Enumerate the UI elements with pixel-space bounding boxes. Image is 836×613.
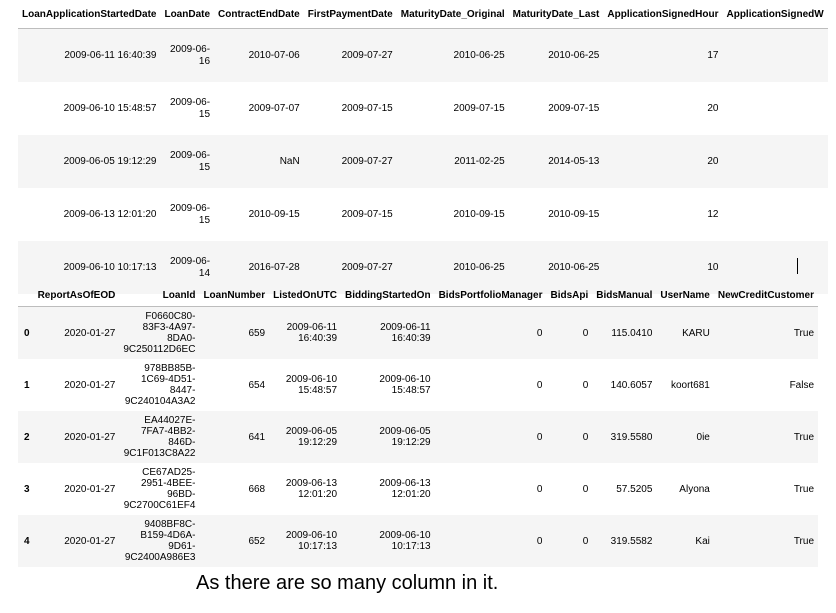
- table-cell: 9408BF8C-B159-4D6A-9D61-9C2400A986E3: [119, 515, 199, 567]
- table-cell: 654: [248, 379, 266, 391]
- column-header: MaturityDate_Original: [397, 0, 509, 29]
- table-cell: 2009-06-14: [160, 241, 214, 294]
- table-cell: 319.5580: [592, 411, 656, 463]
- text-cursor: [797, 258, 798, 274]
- table-cell: 319.5582: [592, 515, 656, 567]
- table-cell: 0: [582, 379, 589, 391]
- table-cell: 115.0410: [592, 307, 656, 360]
- table-cell: KARU: [656, 307, 713, 360]
- table-cell: 10: [603, 241, 722, 294]
- column-header: BidsManual: [592, 284, 656, 307]
- table-cell: Kai: [656, 515, 713, 567]
- table-row: [18, 463, 818, 515]
- table-cell: 2009-07-15: [548, 103, 600, 114]
- table-cell: 2010-09-15: [453, 209, 505, 220]
- table-cell: koort681: [670, 379, 710, 391]
- table-cell: 2009-06-16: [160, 29, 214, 83]
- column-header: BidsApi: [546, 284, 592, 307]
- table-cell: [722, 29, 827, 83]
- index-header: [18, 284, 34, 307]
- table-cell: 2009-07-15: [341, 103, 393, 114]
- table-cell: 652: [199, 515, 269, 567]
- table-cell: 2020-01-27: [64, 379, 116, 391]
- row-index: 2: [18, 411, 34, 463]
- caption-text: As there are so many column in it.: [196, 572, 499, 594]
- table-cell: 659: [199, 307, 269, 360]
- table-cell: 2020-01-27: [34, 411, 120, 463]
- table-cell: NaN: [214, 135, 304, 188]
- table-row: [18, 82, 828, 135]
- table-cell: F0660C80-83F3-4A97-8DA0-9C250112D6EC: [119, 307, 199, 360]
- table-cell: 2016-07-28: [214, 241, 304, 294]
- table-cell: 2020-01-27: [64, 483, 116, 495]
- table-cell: 2009-06-13 12:01:20: [285, 478, 338, 500]
- table-cell: 2009-06-13 12:01:20: [379, 478, 431, 500]
- top-dataframe-table: [18, 0, 828, 294]
- table-cell: 2014-05-13: [509, 135, 604, 188]
- table-cell: 2009-07-27: [304, 135, 397, 188]
- table-cell: EA44027E-7FA7-4BB2-846D-9C1F013C8A22: [119, 411, 199, 463]
- table-cell: 2009-07-15: [341, 209, 393, 220]
- column-header: LoanId: [119, 284, 199, 307]
- column-header: ApplicationSignedW: [722, 0, 827, 29]
- table-cell: CE67AD25-2951-4BEE-96BD-9C2700C61EF4: [123, 467, 196, 511]
- table-row: [18, 29, 828, 83]
- table-cell: 0: [546, 411, 592, 463]
- bottom-header-row: [18, 284, 818, 307]
- table-cell: 0: [435, 411, 547, 463]
- table-cell: 57.5205: [616, 483, 653, 495]
- table-cell: 2009-06-10 15:48:57: [285, 374, 338, 396]
- table-cell: 2009-06-15: [170, 202, 211, 226]
- table-cell: 0: [536, 379, 543, 391]
- table-cell: 0ie: [656, 411, 713, 463]
- table-cell: 2009-06-05 19:12:29: [341, 411, 435, 463]
- table-cell: 2009-07-07: [248, 103, 300, 114]
- top-dataframe-output: [18, 0, 824, 279]
- table-cell: True: [793, 483, 815, 495]
- table-cell: 0: [546, 515, 592, 567]
- table-cell: [722, 188, 827, 241]
- table-cell: 2009-07-15: [453, 103, 505, 114]
- column-header: FirstPaymentDate: [304, 0, 397, 29]
- table-cell: 140.6057: [610, 379, 653, 391]
- table-cell: 2009-07-27: [304, 29, 397, 83]
- table-cell: 2009-06-11 16:40:39: [18, 29, 160, 83]
- table-cell: 0: [546, 307, 592, 360]
- column-header: ListedOnUTC: [269, 284, 341, 307]
- column-header: LoanApplicationStartedDate: [18, 0, 160, 29]
- column-header: BiddingStartedOn: [341, 284, 435, 307]
- table-cell: 0: [435, 307, 547, 360]
- table-cell: 0: [582, 483, 589, 495]
- table-cell: True: [714, 411, 818, 463]
- table-cell: 2009-06-05 19:12:29: [18, 135, 160, 188]
- table-cell: 2009-06-13 12:01:20: [63, 209, 157, 220]
- table-cell: 668: [248, 483, 266, 495]
- table-cell: 2010-07-06: [214, 29, 304, 83]
- table-row: [18, 359, 818, 411]
- top-header-row: [18, 0, 828, 29]
- column-header: LoanNumber: [199, 284, 269, 307]
- table-cell: 20: [603, 135, 722, 188]
- table-cell: 2009-06-10 15:48:57: [379, 374, 431, 396]
- column-header: ReportAsOfEOD: [34, 284, 120, 307]
- table-cell: 2020-01-27: [34, 307, 120, 360]
- table-cell: 2009-06-11 16:40:39: [341, 307, 435, 360]
- table-cell: [722, 135, 827, 188]
- column-header: LoanDate: [160, 0, 214, 29]
- table-cell: 2020-01-27: [34, 515, 120, 567]
- row-index: 1: [24, 379, 30, 391]
- table-row: [18, 515, 818, 567]
- row-index: 3: [24, 483, 30, 495]
- table-cell: True: [714, 515, 818, 567]
- table-cell: 2009-06-15: [160, 135, 214, 188]
- table-cell: 2011-02-25: [397, 135, 509, 188]
- table-cell: Alyona: [679, 483, 710, 495]
- table-cell: 2009-06-10 15:48:57: [63, 103, 157, 114]
- table-cell: 17: [603, 29, 722, 83]
- column-header: UserName: [656, 284, 713, 307]
- table-cell: True: [714, 307, 818, 360]
- table-cell: 20: [707, 103, 719, 114]
- row-index: 0: [18, 307, 34, 360]
- table-cell: 12: [707, 209, 719, 220]
- table-cell: 2010-06-25: [397, 241, 509, 294]
- table-row: [18, 135, 828, 188]
- table-cell: 2010-09-15: [548, 209, 600, 220]
- table-cell: 2009-06-15: [170, 96, 211, 120]
- table-cell: 2009-06-05 19:12:29: [269, 411, 341, 463]
- table-cell: 2009-06-10 10:17:13: [18, 241, 160, 294]
- row-index: 4: [18, 515, 34, 567]
- bottom-dataframe-table: [18, 284, 818, 567]
- table-cell: 2009-06-10 10:17:13: [269, 515, 341, 567]
- table-cell: 2010-06-25: [509, 241, 604, 294]
- table-cell: 2009-06-11 16:40:39: [269, 307, 341, 360]
- column-header: NewCreditCustomer: [714, 284, 818, 307]
- table-cell: 2010-06-25: [397, 29, 509, 83]
- table-cell: False: [789, 379, 815, 391]
- column-header: ApplicationSignedHour: [603, 0, 722, 29]
- table-cell: 641: [199, 411, 269, 463]
- table-cell: 2009-07-27: [304, 241, 397, 294]
- column-header: BidsPortfolioManager: [435, 284, 547, 307]
- table-row: [18, 188, 828, 241]
- table-cell: 0: [536, 483, 543, 495]
- bottom-dataframe-output: [18, 284, 815, 567]
- table-cell: 0: [435, 515, 547, 567]
- table-cell: [722, 82, 827, 135]
- table-cell: 2010-09-15: [248, 209, 300, 220]
- table-cell: 978BB85B-1C69-4D51-8447-9C240104A3A2: [124, 363, 196, 407]
- table-cell: 2010-06-25: [509, 29, 604, 83]
- table-row: [18, 307, 818, 360]
- table-row: [18, 411, 818, 463]
- column-header: ContractEndDate: [214, 0, 304, 29]
- column-header: MaturityDate_Last: [509, 0, 604, 29]
- table-cell: 2009-06-10 10:17:13: [341, 515, 435, 567]
